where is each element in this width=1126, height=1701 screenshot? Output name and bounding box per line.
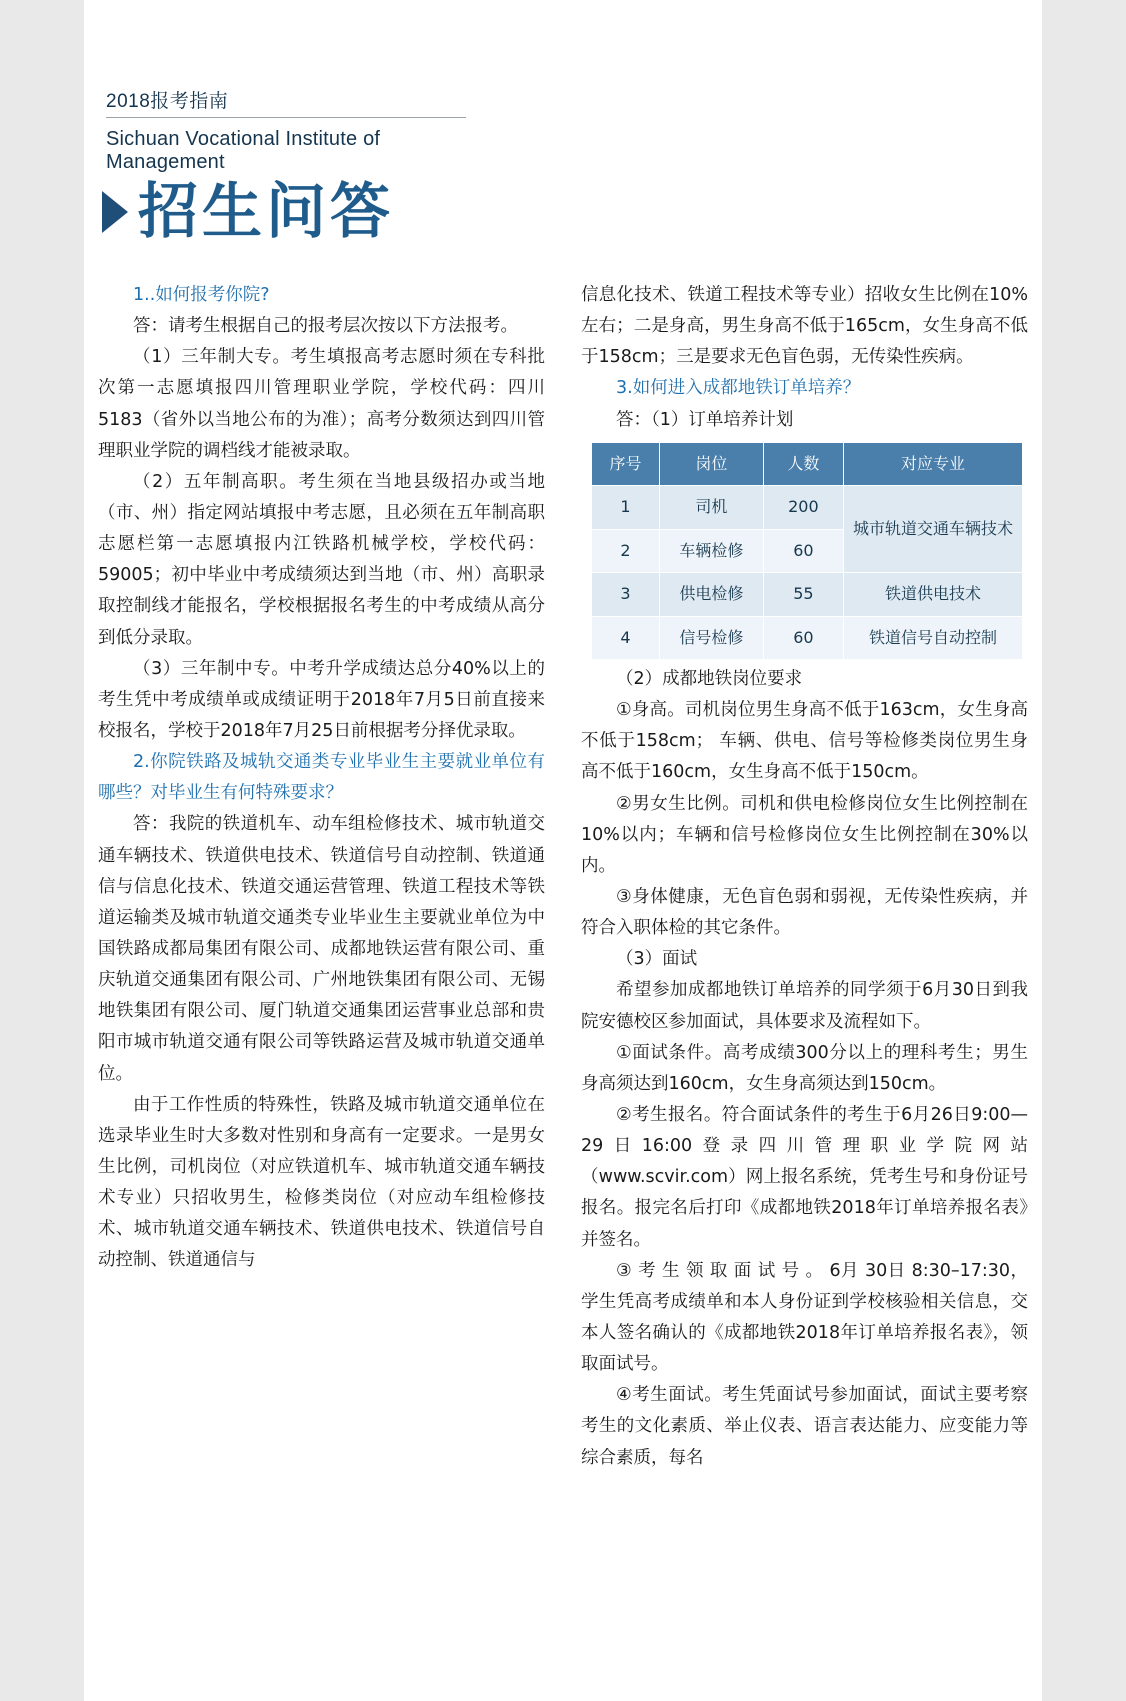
table-row bbox=[592, 486, 1023, 529]
table-header-cell: 序号 bbox=[592, 442, 660, 485]
paragraph: 答：请考生根据自己的报考层次按以下方法报考。 bbox=[133, 316, 518, 337]
cell-no: 1 bbox=[592, 486, 660, 529]
table-row bbox=[592, 616, 1023, 659]
paragraph: （3）三年制中专。中考升学成绩达总分40%以上的考生凭中考成绩单或成绩证明于2018年7月5日前直接来校报名，学校于2018年7月25日前根据考分择优录取。 bbox=[98, 658, 545, 741]
cell-count: 55 bbox=[763, 573, 843, 616]
cell-major: 城市轨道交通车辆技术 bbox=[843, 486, 1022, 573]
left-margin-strip bbox=[0, 0, 84, 1701]
paragraph: ③ 考 生 领 取 面 试 号 。 6月 30日 8:30–17:30，学生凭高考成绩单和本人身份证到学校核验相关信息，交本人签名确认的《成都地铁2018年订单培养报名表》，领取面试号。 bbox=[581, 1260, 1028, 1375]
paragraph: （3）面试 bbox=[616, 949, 698, 970]
table-header-row bbox=[592, 442, 1023, 485]
cell-no: 2 bbox=[592, 529, 660, 572]
paragraph: （2）五年制高职。考生须在当地县级招办或当地（市、州）指定网站填报中考志愿，且必须在五年制高职志愿栏第一志愿填报内江铁路机械学校，学校代码：59005；初中毕业中考成绩须达到当地（市、州）高职录取控制线才能报名，学校根据报名考生的中考成绩从高分到低分录取。 bbox=[98, 471, 545, 648]
paragraph: 答：我院的铁道机车、动车组检修技术、城市轨道交通车辆技术、铁道供电技术、铁道信号自动控制、铁道通信与信息化技术、铁道交通运营管理、铁道工程技术等铁道运输类及城市轨道交通类专业毕业生主要就业单位为中国铁路成都局集团有限公司、成都地铁运营有限公司、重庆轨道交通集团有限公司、广州地铁集团有限公司、无锡地铁集团有限公司、厦门轨道交通集团运营事业总部和贵阳市城市轨道交通有限公司等铁路运营及城市轨道交通单位。 bbox=[98, 814, 545, 1084]
table-header-cell: 岗位 bbox=[660, 442, 764, 485]
question-2: 2.你院铁路及城轨交通类专业毕业生主要就业单位有哪些？对毕业生有何特殊要求？ bbox=[98, 752, 545, 804]
section-title-text: 招生问答 bbox=[138, 177, 394, 247]
paragraph: 答：（1）订单培养计划 bbox=[616, 409, 794, 430]
cell-count: 60 bbox=[763, 529, 843, 572]
triangle-bullet-icon bbox=[102, 191, 128, 233]
cell-post: 供电检修 bbox=[660, 573, 764, 616]
right-column bbox=[581, 280, 1028, 1691]
paragraph: ①身高。司机岗位男生身高不低于163cm，女生身高不低于158cm； 车辆、供电、信号等检修类岗位男生身高不低于160cm，女生身高不低于150cm。 bbox=[581, 700, 1028, 783]
right-margin-strip bbox=[1042, 0, 1126, 1701]
cell-post: 信号检修 bbox=[660, 616, 764, 659]
cell-post: 车辆检修 bbox=[660, 529, 764, 572]
table-header-cell: 对应专业 bbox=[843, 442, 1022, 485]
cell-major: 铁道供电技术 bbox=[843, 573, 1022, 616]
body-columns bbox=[98, 280, 1034, 1691]
paragraph: ②考生报名。符合面试条件的考生于6月26日9:00—29日16:00登录四川管理职业学院网站（www.scvir.com）网上报名系统，凭考生号和身份证号报名。报完名后打印《成都地铁2018年订单培养报名表》并签名。 bbox=[581, 1105, 1028, 1250]
paragraph: （1）三年制大专。考生填报高考志愿时须在专科批次第一志愿填报四川管理职业学院，学校代码：四川5183（省外以当地公布的为准）；高考分数须达到四川管理职业学院的调档线才能被录取。 bbox=[98, 347, 545, 461]
paragraph: ②男女生比例。司机和供电检修岗位女生比例控制在10%以内；车辆和信号检修岗位女生比例控制在30%以内。 bbox=[581, 793, 1028, 876]
paragraph: ④考生面试。考生凭面试号参加面试，面试主要考察考生的文化素质、举止仪表、语言表达能力、应变能力等综合素质，每名 bbox=[581, 1385, 1028, 1468]
header-guide-title: 2018报考指南 bbox=[106, 91, 229, 112]
paragraph: ①面试条件。高考成绩300分以上的理科考生；男生身高须达到160cm，女生身高须达到150cm。 bbox=[581, 1042, 1028, 1094]
cell-no: 4 bbox=[592, 616, 660, 659]
page-header bbox=[106, 86, 466, 174]
cell-no: 3 bbox=[592, 573, 660, 616]
table-row bbox=[592, 573, 1023, 616]
cell-count: 60 bbox=[763, 616, 843, 659]
cell-count: 200 bbox=[763, 486, 843, 529]
cell-post: 司机 bbox=[660, 486, 764, 529]
question-3: 3.如何进入成都地铁订单培养？ bbox=[616, 378, 861, 399]
order-training-plan-table bbox=[591, 442, 1023, 660]
left-column bbox=[98, 280, 545, 1691]
paragraph: ③身体健康，无色盲色弱和弱视，无传染性疾病，并符合入职体检的其它条件。 bbox=[581, 887, 1028, 939]
paragraph: 希望参加成都地铁订单培养的同学须于6月30日到我院安德校区参加面试，具体要求及流程如下。 bbox=[581, 980, 1028, 1032]
paragraph-continuation: 信息化技术、铁道工程技术等专业）招收女生比例在10%左右；二是身高，男生身高不低于165cm，女生身高不低于158cm；三是要求无色盲色弱，无传染性疾病。 bbox=[581, 285, 1028, 368]
question-1: 1..如何报考你院? bbox=[133, 285, 270, 305]
table-header-cell: 人数 bbox=[763, 442, 843, 485]
header-institute-name: Sichuan Vocational Institute of Management bbox=[106, 128, 381, 173]
section-title bbox=[102, 177, 394, 247]
paragraph: 由于工作性质的特殊性，铁路及城市轨道交通单位在选录毕业生时大多数对性别和身高有一定要求。一是男女生比例，司机岗位（对应铁道机车、城市轨道交通车辆技术专业）只招收男生，检修类岗位（对应动车组检修技术、城市轨道交通车辆技术、铁道供电技术、铁道信号自动控制、铁道通信与 bbox=[98, 1094, 545, 1271]
page-content bbox=[84, 0, 1042, 1701]
cell-major: 铁道信号自动控制 bbox=[843, 616, 1022, 659]
paragraph: （2）成都地铁岗位要求 bbox=[616, 669, 803, 690]
